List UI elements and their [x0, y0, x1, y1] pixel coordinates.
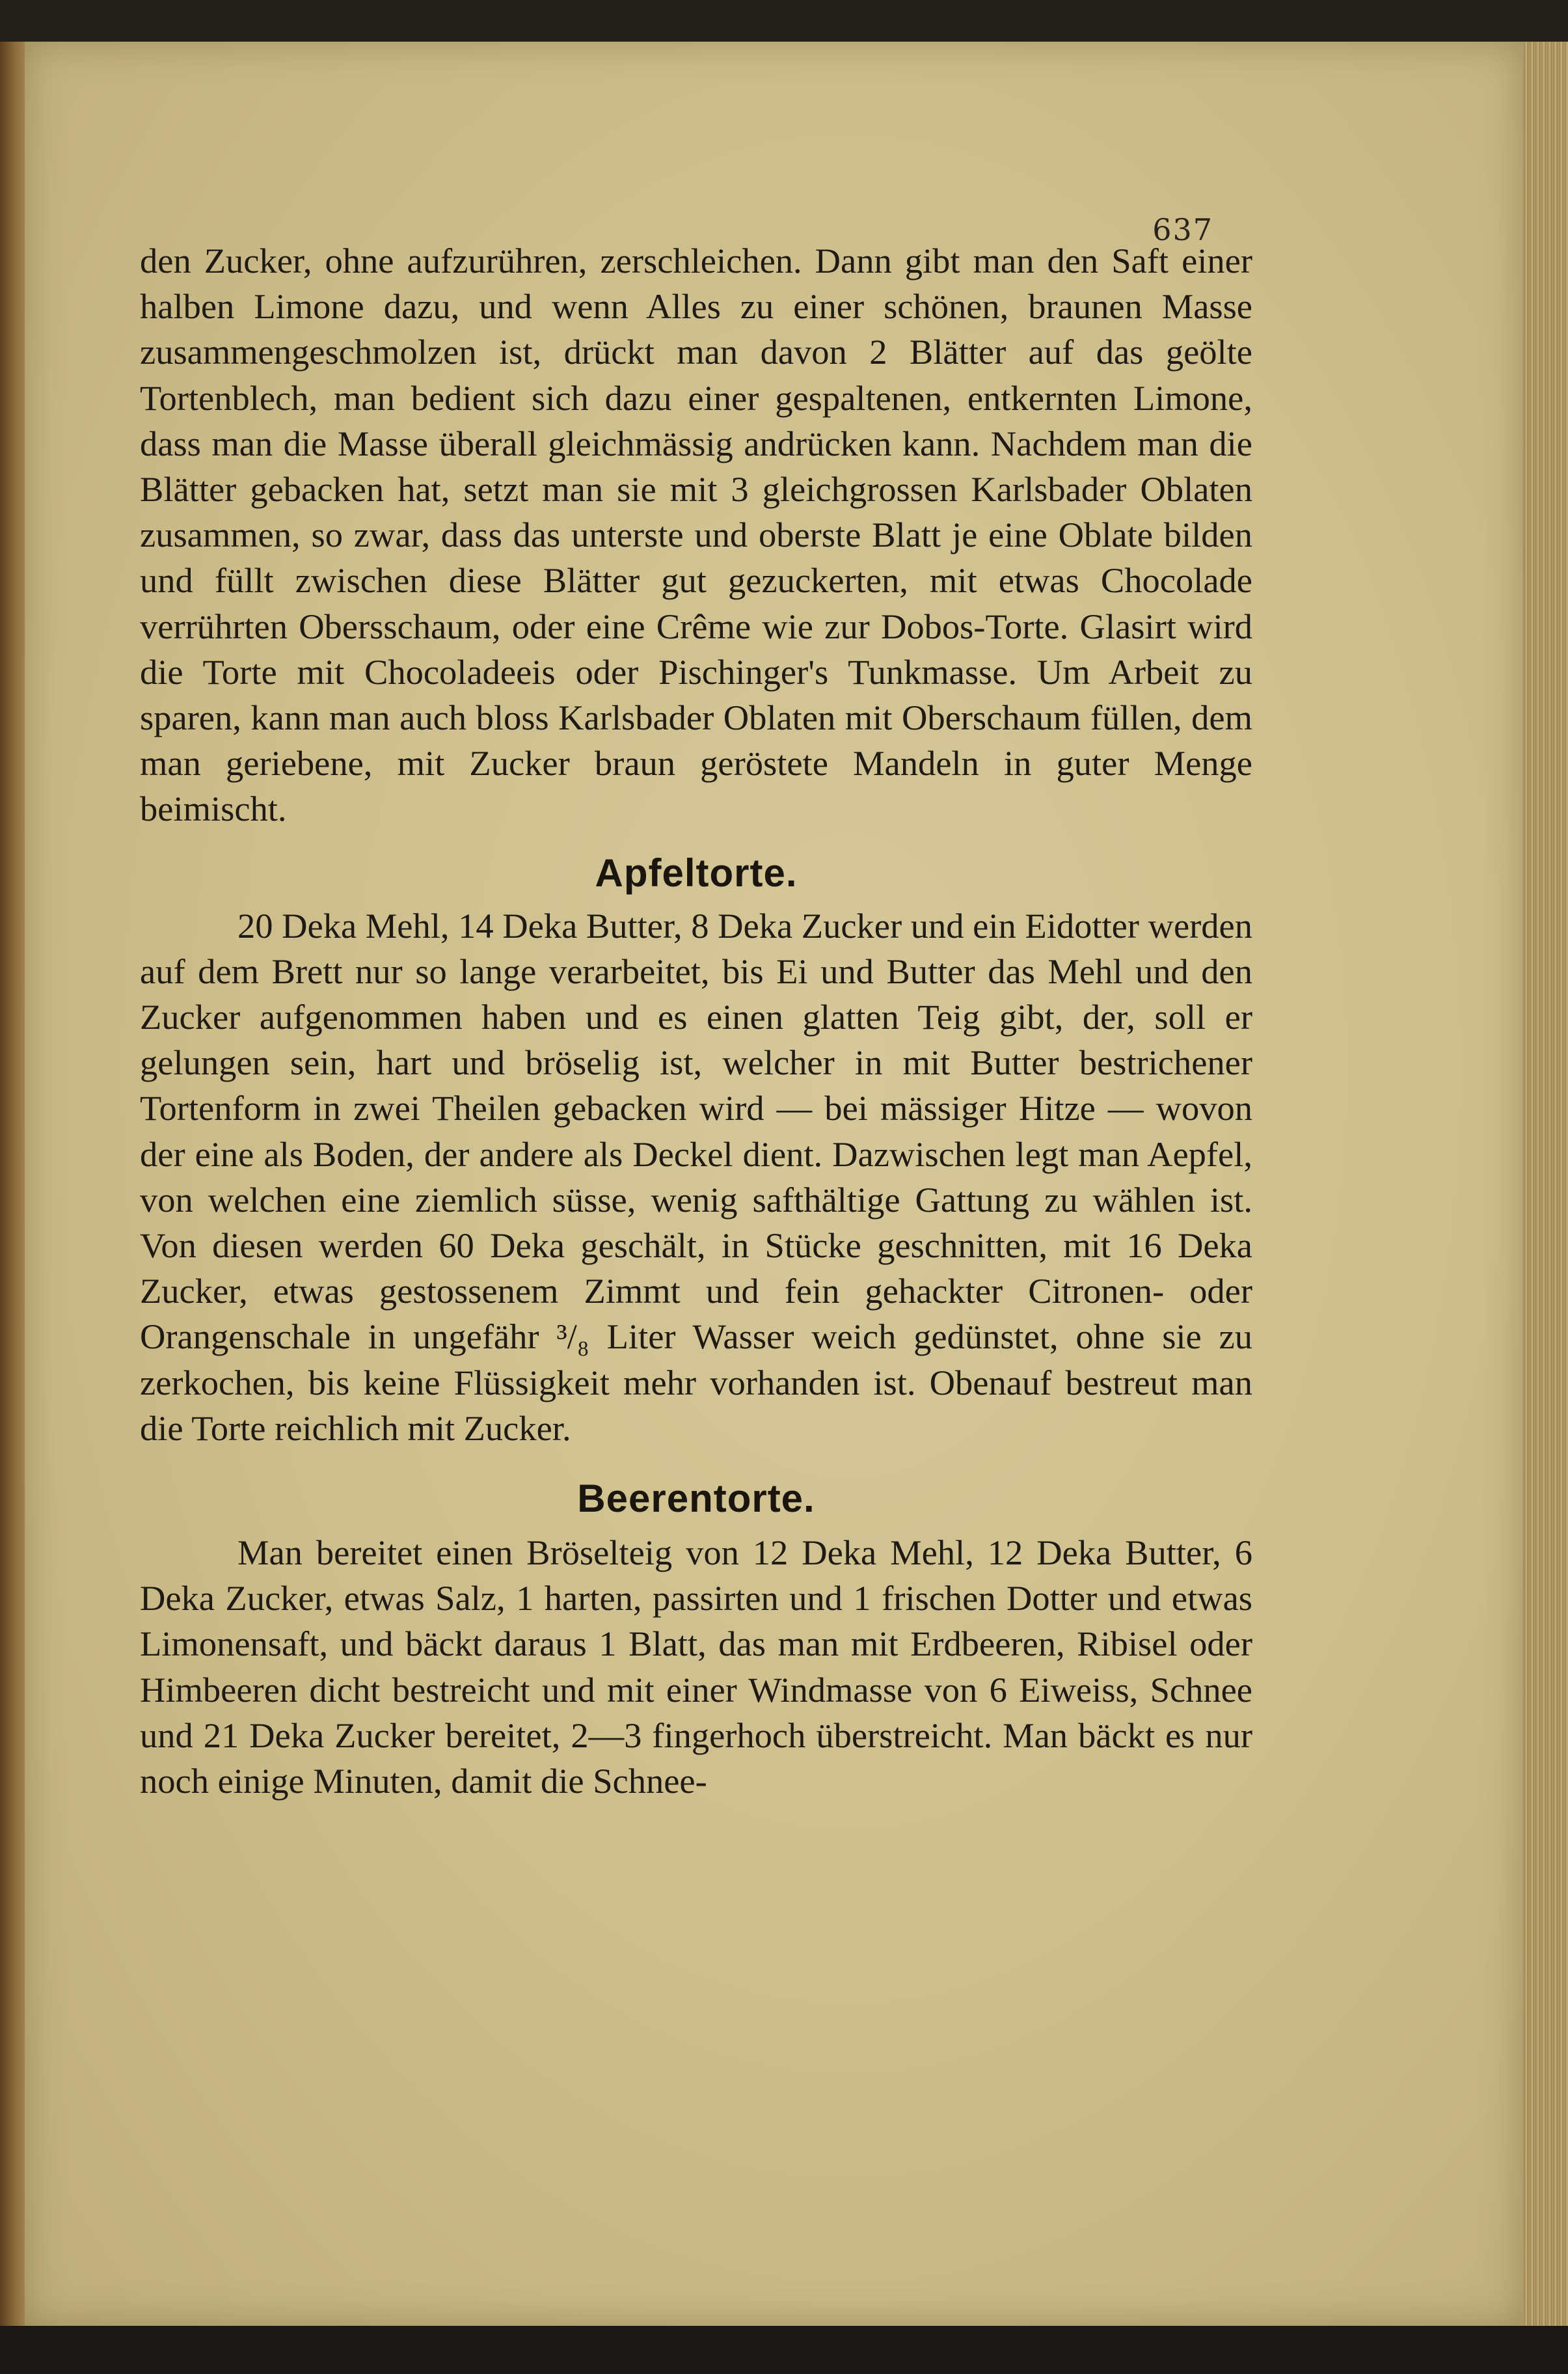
paragraph-beerentorte: Man bereitet einen Bröselteig von 12 Deka Mehl, 12 Deka Butter, 6 Deka Zucker, etwas Salz, 1 harten, passirten und 1 frischen Dotter und etwas Limonensaft, und bäckt daraus 1 Blatt, das man mit Erdbeeren, Ribisel oder Himbeeren dicht bestreicht und mit einer Windmasse von 6 Eiweiss, Schnee und 21 Deka Zucker bereitet, 2—3 fingerhoch überstreicht. Man bäckt es nur noch einige Minuten, damit die Schnee-: [140, 1533, 1252, 1801]
heading-apfeltorte: Apfeltorte.: [595, 851, 798, 895]
paragraph-apfeltorte: 20 Deka Mehl, 14 Deka Butter, 8 Deka Zucker und ein Eidotter werden auf dem Brett nur so lange verarbeitet, bis Ei und Butter das Mehl und den Zucker aufgenommen haben und es einen glatten Teig gibt, der, soll er gelungen sein, hart und bröselig ist, welcher in mit Butter bestrichener Tortenform in zwei Theilen gebacken wird — bei mässiger Hitze — wovon der eine als Boden, der andere als Deckel dient. Dazwischen legt man Aepfel, von welchen eine ziemlich süsse, wenig safthältige Gattung zu wählen ist. Von diesen werden 60 Deka geschält, in Stücke geschnitten, mit 16 Deka Zucker, etwas gestossenem Zimmt und fein gehackter Citronen- oder Orangenschale in ungefähr ³/₈ Liter Wasser weich gedünstet, ohne sie zu zerkochen, bis keine Flüssigkeit mehr vorhanden ist. Obenauf bestreut man die Torte reichlich mit Zucker.: [140, 905, 1252, 1448]
paragraph-continuation: den Zucker, ohne aufzurühren, zerschleichen. Dann gibt man den Saft einer halben Limone dazu, und wenn Alles zu einer schönen, braunen Masse zusammengeschmolzen ist, drückt man davon 2 Blätter auf das geölte Tortenblech, man bedient sich dazu einer gespaltenen, entkernten Limone, dass man die Masse überall gleichmässig andrücken kann. Nachdem man die Blätter gebacken hat, setzt man sie mit 3 gleichgrossen Karlsbader Oblaten zusammen, so zwar, dass das unterste und oberste Blatt je eine Oblate bilden und füllt zwischen diese Blätter gut gezuckerten, mit etwas Chocolade verrührten Obersschaum, oder eine Crême wie zur Dobos-Torte. Glasirt wird die Torte mit Chocoladeeis oder Pischinger's Tunkmasse. Um Arbeit zu sparen, kann man auch bloss Karlsbader Oblaten mit Oberschaum füllen, dem man geriebene, mit Zucker braun geröstete Mandeln in guter Menge beimischt.: [140, 241, 1252, 829]
page-stack-edge: [1522, 42, 1568, 2326]
page-number: 637: [1152, 212, 1213, 247]
heading-beerentorte: Beerentorte.: [577, 1477, 815, 1521]
top-dark-band: [0, 0, 1568, 44]
page-content: [140, 238, 1252, 1804]
